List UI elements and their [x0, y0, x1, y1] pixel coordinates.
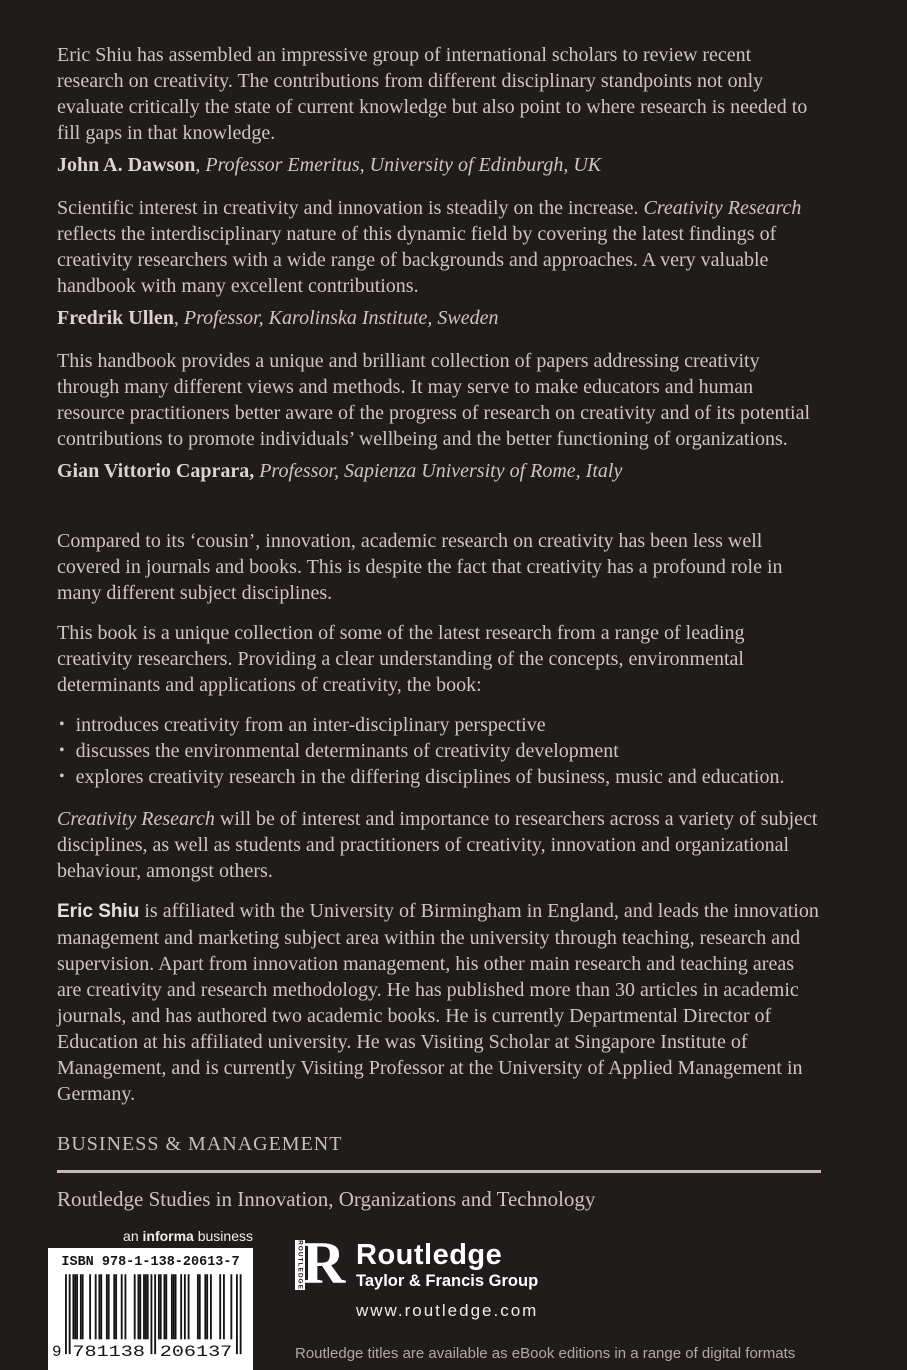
barcode: [48, 1248, 253, 1370]
publisher-row: [48, 1228, 821, 1370]
bullet-item: [59, 738, 821, 764]
barcode-column: [48, 1228, 253, 1370]
description-paragraph: This book is a unique collection of some of the latest research from a range of leading creativity researchers. Providing a clear understanding of the concepts, environmental determinants and applications of creativity, the book:: [57, 622, 745, 696]
publisher-name: Routledge: [356, 1239, 503, 1271]
publisher-group: Taylor & Francis Group: [356, 1272, 539, 1290]
feature-bullet-list: [59, 712, 821, 790]
blurb-quote: Eric Shiu has assembled an impressive group of international scholars to review recent research on creativity. The contributions from different disciplinary standpoints not only evaluate critically the state of current knowledge but also point to where research is needed to fill gaps in that knowledge.: [57, 44, 808, 144]
cover-footer: [52, 1133, 821, 1370]
blurb-quote: Scientific interest in creativity and innovation is steadily on the increase. Creativity Research reflects the interdisciplinary nature of this dynamic field by covering the latest findings of creativity researchers with a wide range of backgrounds and approaches. A very valuable handbook with many excellent contributions.: [57, 197, 802, 297]
bullet-text: introduces creativity from an inter-disciplinary perspective: [75, 714, 546, 736]
informa-bold: informa: [142, 1228, 194, 1244]
description-paragraph: Creativity Research will be of interest and importance to researchers across a variety of subject disciplines, as well as students and practitioners of creativity, innovation and organizational behaviour, amongst others.: [57, 808, 818, 882]
blurb: [57, 348, 821, 484]
review-blurbs: [57, 42, 821, 484]
publisher-url: www.routledge.com: [356, 1301, 539, 1320]
svg-text:206137: 206137: [159, 1343, 233, 1360]
isbn-label: ISBN 978-1-138-20613-7: [61, 1255, 240, 1270]
book-description: [57, 528, 821, 1107]
bullet-item: [59, 764, 821, 790]
bullet-text: explores creativity research in the differing disciplines of business, music and education.: [75, 766, 785, 788]
blurb-attribution: John A. Dawson, Professor Emeritus, University of Edinburgh, UK: [57, 154, 602, 176]
routledge-r-letter: R: [302, 1230, 346, 1296]
informa-brand: [48, 1228, 253, 1244]
description-paragraph: Compared to its ‘cousin’, innovation, academic research on creativity has been less well covered in journals and books. This is despite the fact that creativity has a profound role in many different subject disciplines.: [57, 530, 783, 604]
blurb-quote: This handbook provides a unique and brilliant collection of papers addressing creativity through many different views and methods. It may serve to make educators and human resource practitioners better aware of the progress of research on creativity and of its potential contributions to promote individuals’ wellbeing and the better functioning of organizations.: [57, 350, 811, 450]
barcode-bars-icon: [52, 1274, 249, 1365]
svg-text:781138: 781138: [72, 1343, 145, 1360]
publisher-column: [295, 1228, 795, 1370]
svg-text:9: 9: [52, 1343, 62, 1360]
series-title: Routledge Studies in Innovation, Organizations and Technology: [57, 1187, 596, 1211]
bullet-icon: •: [59, 768, 65, 785]
routledge-vertical-text: ROUTLEDGE: [296, 1240, 304, 1290]
informa-suffix: business: [193, 1228, 253, 1244]
blurb: [57, 195, 821, 331]
blurb-attribution: Fredrik Ullen, Professor, Karolinska Institute, Sweden: [57, 307, 499, 329]
bullet-icon: •: [59, 742, 65, 759]
divider-rule: [57, 1170, 821, 1173]
bullet-text: discusses the environmental determinants of creativity development: [75, 740, 619, 762]
routledge-r-icon: [295, 1230, 346, 1296]
bullet-item: [59, 712, 821, 738]
bullet-icon: •: [59, 716, 65, 733]
blurb-attribution: Gian Vittorio Caprara, Professor, Sapienza University of Rome, Italy: [57, 460, 623, 482]
author-bio: Eric Shiu is affiliated with the University of Birmingham in England, and leads the innovation management and marketing subject area within the university through teaching, research and supervision. Apart from innovation management, his other main research and teaching areas are creativity and research methodology. He has published more than 30 articles in academic journals, and has authored two academic books. He is currently Departmental Director of Education at his affiliated university. He was Visiting Scholar at Singapore Institute of Management, and is currently Visiting Professor at the University of Applied Management in Germany.: [57, 900, 819, 1105]
category-label: BUSINESS & MANAGEMENT: [57, 1133, 343, 1155]
ebook-note: Routledge titles are available as eBook editions in a range of digital formats: [295, 1345, 796, 1362]
blurb: [57, 42, 821, 178]
informa-prefix: an: [123, 1228, 143, 1244]
publisher-wordmark: [356, 1240, 538, 1291]
routledge-logo: [295, 1230, 795, 1296]
